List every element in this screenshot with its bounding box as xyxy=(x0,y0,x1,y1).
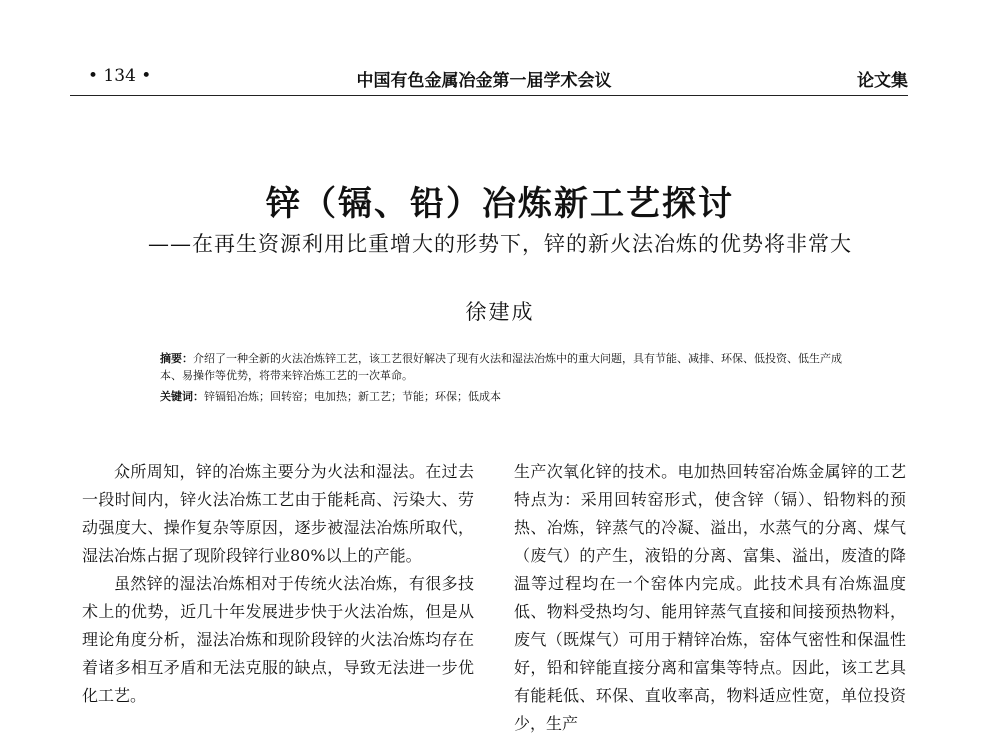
paragraph: 众所周知，锌的冶炼主要分为火法和湿法。在过去一段时间内，锌火法冶炼工艺由于能耗高、污染大、劳动强度大、操作复杂等原因，逐步被湿法冶炼所取代，湿法冶炼占据了现阶段锌行业80%以上的产能。 xyxy=(82,462,474,565)
journal-title: 中国有色金属冶金第一届学术会议 xyxy=(356,71,612,91)
keywords-label: 关键词： xyxy=(160,390,204,403)
running-header xyxy=(60,64,908,94)
abstract-label: 摘要： xyxy=(160,352,193,365)
paragraph: 生产次氧化锌的技术。电加热回转窑冶炼金属锌的工艺特点为：采用回转窑形式，使含锌（镉）、铅物料的预热、冶炼，锌蒸气的冷凝、溢出，水蒸气的分离、煤气（废气）的产生，液铅的分离、富集、溢出，废渣的降温等过程均在一个窑体内完成。此技术具有冶炼温度低、物料受热均匀、能用锌蒸气直接和间接预热物料，废气（既煤气）可用于精锌冶炼，窑体气密性和保温性好，铅和锌能直接分离和富集等特点。因此，该工艺具有能耗低、环保、直收率高，物料适应性宽，单位投资少，生产 xyxy=(514,462,906,733)
paragraph: 虽然锌的湿法冶炼相对于传统火法冶炼，有很多技术上的优势，近几十年发展进步快于火法冶炼，但是从理论角度分析，湿法冶炼和现阶段锌的火法冶炼均存在着诸多相互矛盾和无法克服的缺点，导致无法进一步优化工艺。 xyxy=(82,574,474,705)
abstract-text: 介绍了一种全新的火法冶炼锌工艺，该工艺很好解决了现有火法和湿法冶炼中的重大问题，具有节能、减排、环保、低投资、低生产成本、易操作等优势，将带来锌冶炼工艺的一次革命。 xyxy=(160,352,842,382)
page-number: • 134 • xyxy=(88,66,152,86)
section-label: 论文集 xyxy=(857,71,908,91)
keywords xyxy=(160,388,860,405)
body-column-left xyxy=(82,458,474,710)
body-column-right xyxy=(514,458,906,738)
keywords-text: 锌镉铅冶炼；回转窑；电加热；新工艺；节能；环保；低成本 xyxy=(204,390,501,403)
abstract xyxy=(160,350,860,384)
paper-subtitle: ——在再生资源利用比重增大的形势下，锌的新火法冶炼的优势将非常大 xyxy=(148,232,852,256)
paper-title: 锌（镉、铅）冶炼新工艺探讨 xyxy=(266,184,734,224)
author-name: 徐建成 xyxy=(465,300,535,324)
header-rule xyxy=(70,95,908,96)
